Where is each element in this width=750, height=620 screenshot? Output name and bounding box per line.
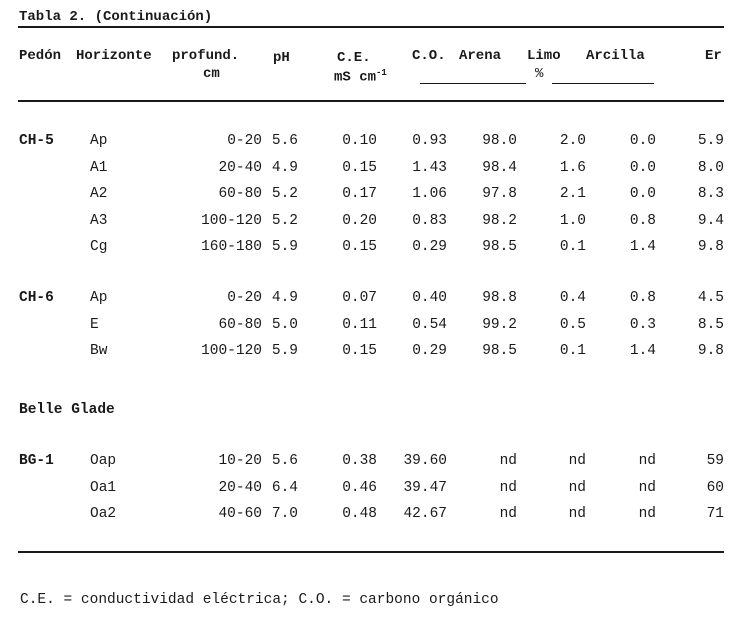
cell-arena: 98.4 — [482, 160, 517, 176]
cell-er: 60 — [706, 480, 724, 496]
table-caption: Tabla 2. (Continuación) — [19, 9, 213, 25]
cell-arcilla: 0.0 — [629, 186, 656, 202]
cell-arcilla: nd — [638, 453, 656, 469]
cell-co: 0.29 — [412, 239, 447, 255]
cell-limo: nd — [568, 453, 586, 469]
header-horizonte: Horizonte — [76, 48, 152, 64]
cell-horizonte: E — [90, 317, 99, 333]
header-ce: C.E. — [337, 50, 371, 66]
cell-co: 39.60 — [403, 453, 447, 469]
cell-er: 4.5 — [697, 290, 724, 306]
cell-profundidad: 20-40 — [218, 480, 262, 496]
cell-arena: 98.5 — [482, 343, 517, 359]
cell-arena: 98.8 — [482, 290, 517, 306]
cell-limo: 2.0 — [559, 133, 586, 149]
header-arcilla: Arcilla — [586, 48, 645, 64]
cell-arena: 97.8 — [482, 186, 517, 202]
cell-co: 42.67 — [403, 506, 447, 522]
cell-ce: 0.07 — [342, 290, 377, 306]
cell-horizonte: Ap — [90, 290, 108, 306]
cell-arena: 98.5 — [482, 239, 517, 255]
cell-er: 9.8 — [697, 239, 724, 255]
cell-arena: nd — [499, 506, 517, 522]
header-limo: Limo — [527, 48, 561, 64]
cell-arena: 98.2 — [482, 213, 517, 229]
cell-ce: 0.46 — [342, 480, 377, 496]
cell-co: 0.29 — [412, 343, 447, 359]
cell-arcilla: 0.0 — [629, 133, 656, 149]
cell-ce: 0.20 — [342, 213, 377, 229]
cell-arena: nd — [499, 453, 517, 469]
cell-er: 59 — [706, 453, 724, 469]
cell-profundidad: 100-120 — [201, 343, 262, 359]
cell-ce: 0.15 — [342, 239, 377, 255]
cell-co: 39.47 — [403, 480, 447, 496]
cell-arcilla: 0.3 — [629, 317, 656, 333]
cell-ph: 5.0 — [271, 317, 298, 333]
cell-co: 0.54 — [412, 317, 447, 333]
co-arena-underline — [420, 83, 526, 84]
cell-ce: 0.38 — [342, 453, 377, 469]
header-arena: Arena — [459, 48, 502, 64]
cell-arcilla: 1.4 — [629, 239, 656, 255]
cell-limo: 0.5 — [559, 317, 586, 333]
cell-arcilla: 0.8 — [629, 213, 656, 229]
cell-er: 71 — [706, 506, 724, 522]
cell-er: 5.9 — [697, 133, 724, 149]
cell-er: 8.3 — [697, 186, 724, 202]
cell-horizonte: Oap — [90, 453, 117, 469]
cell-horizonte: Oa1 — [90, 480, 117, 496]
cell-ce: 0.48 — [342, 506, 377, 522]
cell-arcilla: 0.8 — [629, 290, 656, 306]
cell-co: 1.06 — [412, 186, 447, 202]
cell-horizonte: A1 — [90, 160, 108, 176]
cell-ph: 5.6 — [271, 133, 298, 149]
header-ce-exponent: -1 — [376, 68, 387, 78]
cell-ph: 4.9 — [271, 290, 298, 306]
cell-profundidad: 10-20 — [218, 453, 262, 469]
cell-ph: 4.9 — [271, 160, 298, 176]
cell-profundidad: 160-180 — [201, 239, 262, 255]
pedon-label: CH-6 — [19, 290, 54, 306]
cell-limo: 2.1 — [559, 186, 586, 202]
header-profund: profund. — [172, 48, 240, 64]
cell-co: 0.40 — [412, 290, 447, 306]
header-ce-unit — [334, 68, 387, 86]
cell-ph: 5.9 — [271, 343, 298, 359]
cell-arena: 99.2 — [482, 317, 517, 333]
cell-profundidad: 60-80 — [218, 317, 262, 333]
cell-ce: 0.10 — [342, 133, 377, 149]
section-label-belle-glade: Belle Glade — [19, 402, 115, 418]
top-rule — [18, 26, 724, 28]
cell-limo: 0.1 — [559, 343, 586, 359]
cell-horizonte: A3 — [90, 213, 108, 229]
cell-er: 9.4 — [697, 213, 724, 229]
cell-profundidad: 60-80 — [218, 186, 262, 202]
cell-ce: 0.11 — [342, 317, 377, 333]
cell-profundidad: 40-60 — [218, 506, 262, 522]
header-ph: pH — [273, 50, 290, 66]
cell-horizonte: A2 — [90, 186, 108, 202]
cell-ph: 5.6 — [271, 453, 298, 469]
header-profund-unit: cm — [203, 66, 220, 82]
cell-ph: 5.9 — [271, 239, 298, 255]
cell-limo: nd — [568, 506, 586, 522]
cell-er: 8.5 — [697, 317, 724, 333]
pedon-label: BG-1 — [19, 453, 54, 469]
cell-er: 9.8 — [697, 343, 724, 359]
header-ce-unit-text: mS cm — [334, 69, 377, 86]
pedon-label: CH-5 — [19, 133, 54, 149]
cell-ce: 0.17 — [342, 186, 377, 202]
cell-co: 1.43 — [412, 160, 447, 176]
footnote: C.E. = conductividad eléctrica; C.O. = carbono orgánico — [20, 592, 499, 608]
cell-profundidad: 20-40 — [218, 160, 262, 176]
cell-horizonte: Cg — [90, 239, 108, 255]
cell-arena: 98.0 — [482, 133, 517, 149]
cell-co: 0.83 — [412, 213, 447, 229]
cell-profundidad: 100-120 — [201, 213, 262, 229]
cell-profundidad: 0-20 — [227, 133, 262, 149]
cell-limo: 1.6 — [559, 160, 586, 176]
cell-arcilla: 0.0 — [629, 160, 656, 176]
header-limo-unit: % — [535, 66, 544, 82]
cell-ph: 7.0 — [271, 506, 298, 522]
cell-ce: 0.15 — [342, 343, 377, 359]
cell-ph: 5.2 — [271, 186, 298, 202]
cell-horizonte: Ap — [90, 133, 108, 149]
cell-horizonte: Oa2 — [90, 506, 117, 522]
header-co: C.O. — [412, 48, 446, 64]
cell-ce: 0.15 — [342, 160, 377, 176]
cell-profundidad: 0-20 — [227, 290, 262, 306]
cell-horizonte: Bw — [90, 343, 108, 359]
header-rule — [18, 100, 724, 102]
cell-arcilla: nd — [638, 480, 656, 496]
cell-arcilla: nd — [638, 506, 656, 522]
header-er: Er — [705, 48, 722, 64]
cell-ph: 5.2 — [271, 213, 298, 229]
cell-ph: 6.4 — [271, 480, 298, 496]
cell-limo: 0.4 — [559, 290, 586, 306]
cell-arena: nd — [499, 480, 517, 496]
cell-co: 0.93 — [412, 133, 447, 149]
cell-arcilla: 1.4 — [629, 343, 656, 359]
cell-er: 8.0 — [697, 160, 724, 176]
arcilla-underline — [552, 83, 654, 84]
bottom-rule — [18, 551, 724, 553]
header-pedon: Pedón — [19, 48, 62, 64]
cell-limo: 0.1 — [559, 239, 586, 255]
cell-limo: 1.0 — [559, 213, 586, 229]
cell-limo: nd — [568, 480, 586, 496]
